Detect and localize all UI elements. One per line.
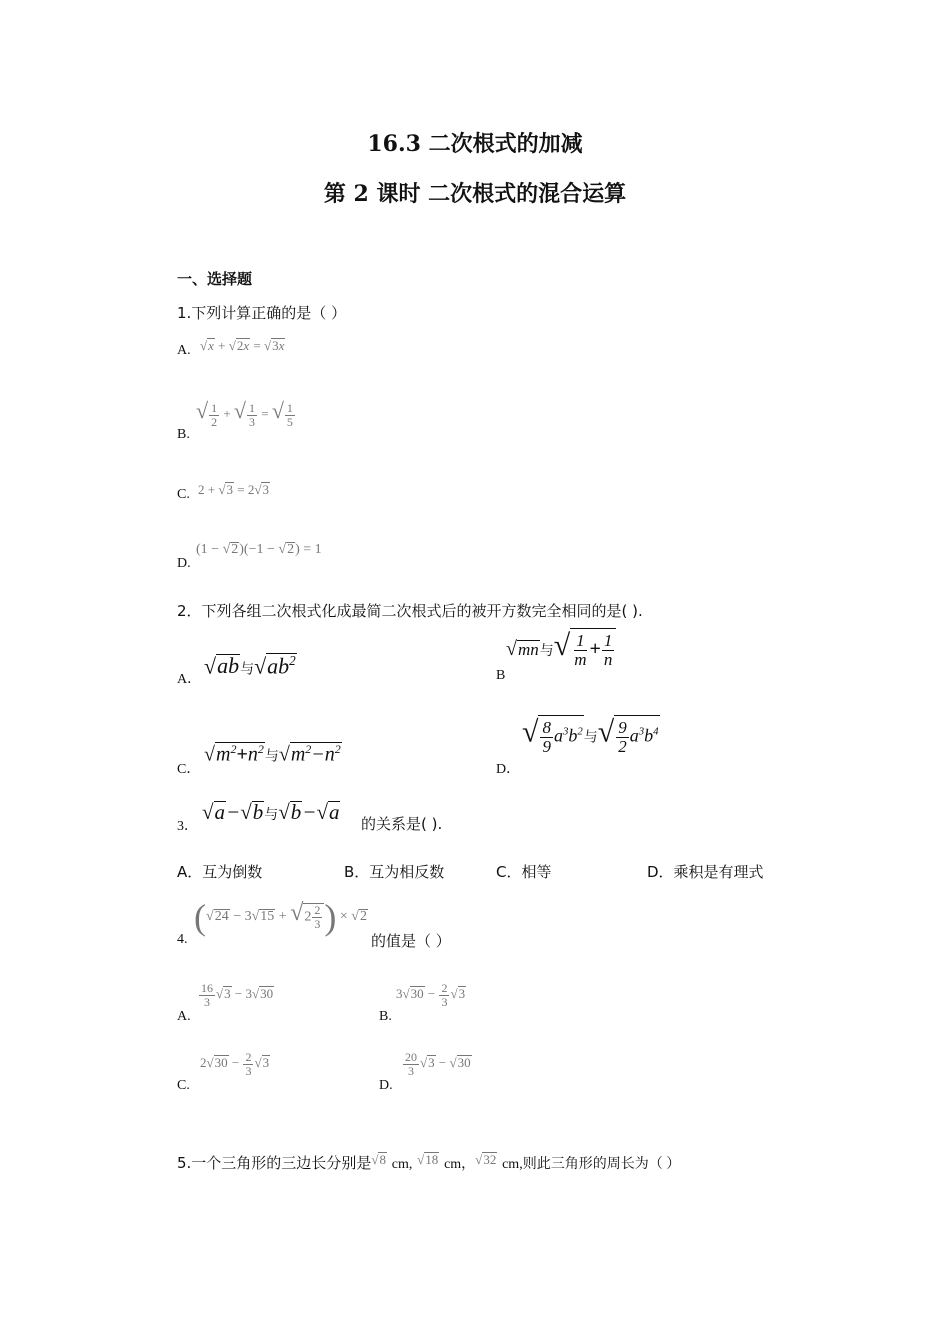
question-5-stem xyxy=(177,1152,680,1173)
q5-unit-1: cm, xyxy=(391,1157,413,1172)
q2-option-a-label: A． xyxy=(177,672,202,687)
q2-option-d-formula: √ $\frac{8}{9}$ $a^3b^2$与√ $\frac{9}{2}$ $a^3b^4$ xyxy=(522,715,659,756)
q1-option-a-label: A. xyxy=(177,343,191,358)
q2-option-c-formula: $√m^2+n^2$与$√m^2-n^2$ xyxy=(204,742,341,766)
q5-stem-text: 5.一个三角形的三边长分别是 xyxy=(177,1154,372,1172)
q3-option-a: A．互为倒数 xyxy=(177,863,263,881)
q3-option-b: B．互为相反数 xyxy=(344,863,445,881)
q1-option-d-label: D. xyxy=(177,556,191,571)
q4-option-a-label: A. xyxy=(177,1009,191,1024)
q5-side-1: √8 xyxy=(371,1152,386,1167)
q3-formula: √a−√b与√b−√a xyxy=(202,800,340,824)
q4-option-b-label: B. xyxy=(379,1009,392,1024)
page-title: 16.3 二次根式的加减 xyxy=(367,131,583,157)
q2-option-b-label: B xyxy=(496,668,506,683)
q2-option-d-label: D． xyxy=(496,762,521,777)
q1-option-a-formula: √x + √2x = √3x xyxy=(200,338,285,353)
q4-expression: (√24 − 3√15 + √2 $\frac{2}{3}$ ) × √2 xyxy=(194,897,367,937)
section-heading: 一、选择题 xyxy=(177,270,253,288)
q4-option-a-formula: $\frac{16}{3}$ √3 − 3√30 xyxy=(201,981,274,1009)
q3-number: 3． xyxy=(177,819,198,834)
q3-option-d: D．乘积是有理式 xyxy=(647,863,764,881)
q5-side-3: √32 xyxy=(475,1152,497,1167)
q1-option-b-label: B. xyxy=(177,427,190,442)
q5-side-2: √18 xyxy=(417,1152,439,1167)
q5-unit-2: cm， xyxy=(444,1157,476,1172)
q4-option-d-formula: $\frac{20}{3}$ √3 − √30 xyxy=(405,1050,471,1078)
q3-tail: 的关系是( ). xyxy=(361,815,443,833)
q4-option-c-label: C. xyxy=(177,1078,190,1093)
q5-unit-3: cm,则此三角形的周长为（ ） xyxy=(502,1157,681,1172)
question-1-stem: 1.下列计算正确的是（ ） xyxy=(177,304,347,322)
question-2-stem: 2．下列各组二次根式化成最简二次根式后的被开方数完全相同的是( ). xyxy=(177,602,643,620)
q4-tail: 的值是（ ） xyxy=(371,932,451,950)
q3-option-c: C．相等 xyxy=(496,863,552,881)
q4-option-c-formula: 2√30 − $\frac{2}{3}$ √3 xyxy=(200,1050,270,1078)
q1-option-b-formula: √ $\frac{1}{2}$ + √ $\frac{1}{3}$ = √ $\frac{1}{5}$ xyxy=(196,398,293,429)
q4-option-b-formula: 3√30 − $\frac{2}{3}$ √3 xyxy=(396,981,466,1009)
q2-option-b-formula: √mn与√ $\frac{1}{m}$ + $\frac{1}{n}$ xyxy=(506,628,616,669)
q1-option-c-label: C. xyxy=(177,487,190,502)
q4-option-d-label: D. xyxy=(379,1078,393,1093)
q1-option-d-formula: (1 − √2)(−1 − √2) = 1 xyxy=(196,542,322,557)
q2-option-a-formula: √ab与$√ab^2$ xyxy=(204,653,296,679)
q2-option-c-label: C． xyxy=(177,762,201,777)
page-subtitle: 第 2 课时 二次根式的混合运算 xyxy=(323,181,627,207)
q1-option-c-formula: 2 + √3 = 2√3 xyxy=(198,482,269,497)
q4-number: 4. xyxy=(177,932,188,947)
